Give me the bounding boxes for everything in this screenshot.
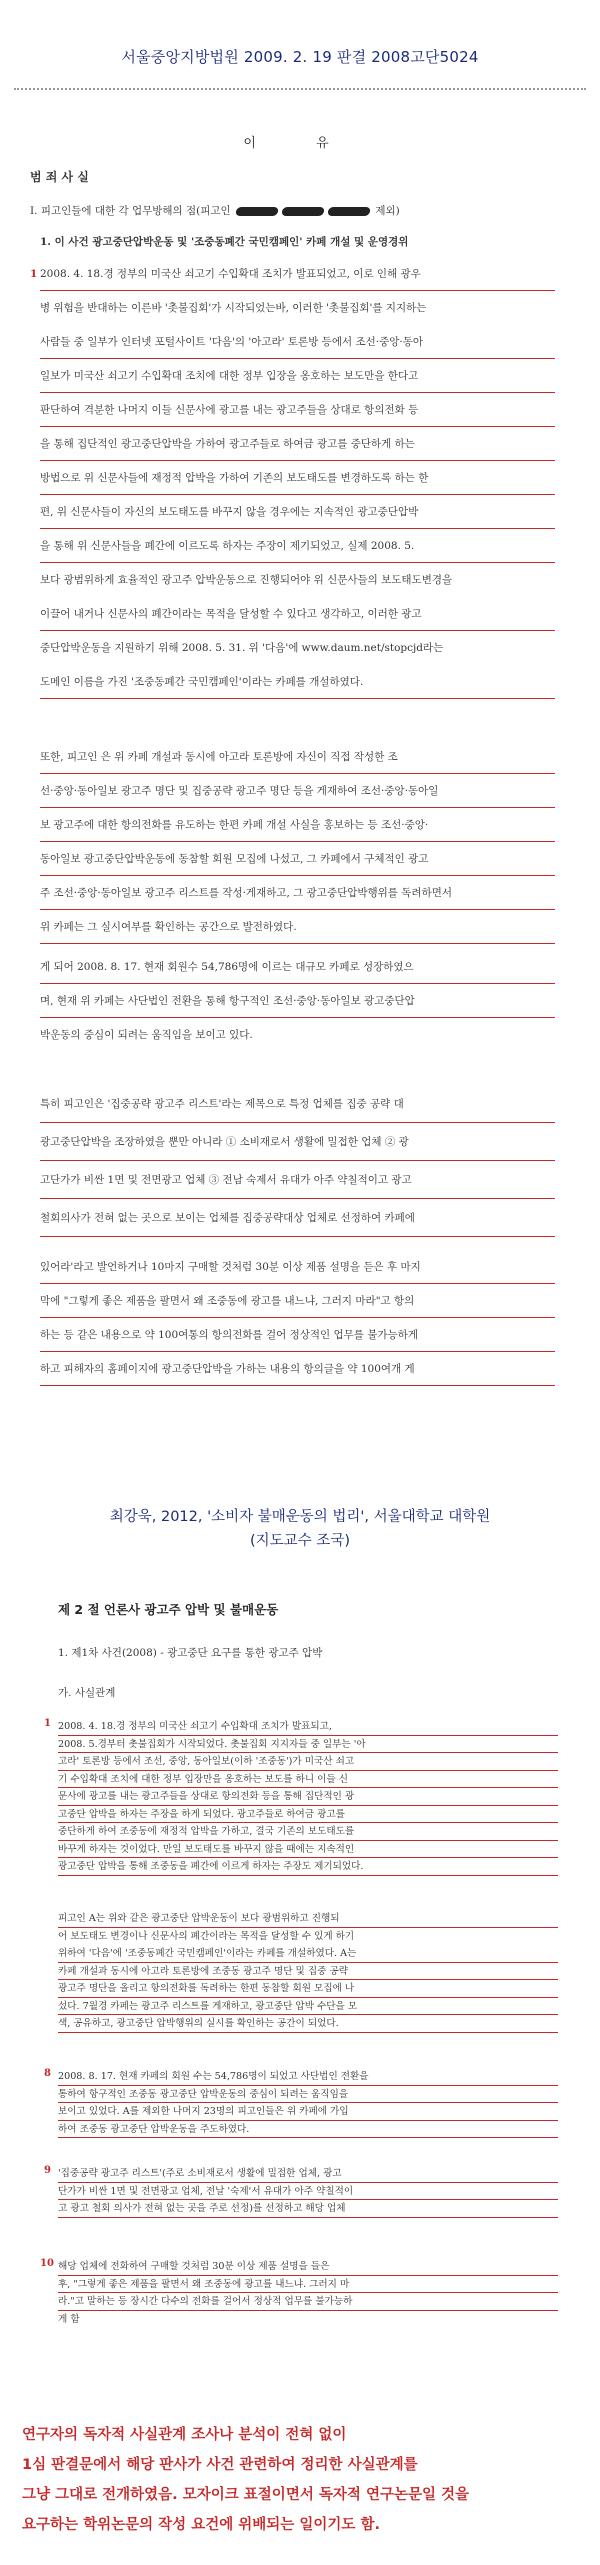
reason-heading: 이 유	[243, 136, 357, 151]
line: 후, "그렇게 좋은 제품을 팔면서 왜 조중동에 광고를 내느냐. 그러지 마	[58, 2276, 558, 2294]
line: 고단가가 비싼 1면 및 전면광고 업체 ③ 전남 숙제서 유대가 아주 약칠적이고 광고	[40, 1161, 555, 1199]
ruling-paragraph-3	[40, 950, 555, 1052]
line: 편, 위 신문사들이 자신의 보도태도를 바꾸지 않을 경우에는 지속적인 광고중단압박	[40, 495, 555, 529]
line: 있어라'라고 발언하거나 10마지 구매할 것처럼 30분 이상 제품 설명을 듣은 후 마지	[40, 1250, 555, 1284]
point-1-tail: 제외)	[375, 205, 400, 217]
marker: 8	[44, 2068, 51, 2079]
point-1-1: 1. 이 사건 광고중단압박운동 및 '조중동폐간 국민캠페인' 카페 개설 및 운영경위	[40, 236, 409, 248]
line: 도메인 이름을 가진 '조중동폐간 국민캠페인'이라는 카페를 개설하였다.	[40, 665, 555, 699]
thesis-title-line-2: (지도교수 조국)	[250, 1533, 350, 1549]
point-1-text: I. 피고인들에 대한 각 업무방해의 점(피고인	[30, 205, 231, 217]
line: 을 통해 집단적인 광고중단압박을 가하여 광고주들로 하여금 광고를 중단하게 하는	[40, 427, 555, 461]
line: 2008. 8. 17. 현재 카페의 회원 수는 54,786명이 되었고 사단법인 전환을	[58, 2068, 558, 2086]
thesis-title-line-1: 최강욱, 2012, '소비자 불매운동의 법리', 서울대학교 대학원	[109, 1509, 491, 1525]
line: 보 광고주에 대한 항의전화를 유도하는 한편 카페 개설 사실을 홍보하는 등 조선·중앙·	[40, 808, 555, 842]
line: 막에 "그렇게 좋은 제품을 팔면서 왜 조중동에 광고를 내느냐, 그러지 마라"고 항의	[40, 1284, 555, 1318]
line: 카페 개설과 동시에 아고라 토론방에 조중동 광고주 명단 및 집중 공략	[58, 1963, 558, 1981]
line: 중단압박운동을 지원하기 위해 2008. 5. 31. 위 '다음'에 www.daum.net/stopcjd라는	[40, 642, 444, 654]
ruling-paragraph-1	[30, 257, 555, 699]
line: 고중단 압박을 하자는 주장을 하게 되었다. 광고주들로 하여금 광고를	[58, 1806, 558, 1824]
marker: 9	[44, 2165, 51, 2176]
line: 문사에 광고를 내는 광고주들을 상대로 항의전화 등을 통해 집단적인 광	[58, 1788, 558, 1806]
subsection-1: 1. 제1차 사건(2008) - 광고중단 요구를 통한 광고주 압박	[58, 1647, 323, 1659]
line: 며, 현재 위 카페는 사단법인 전환을 통해 항구적인 조선·중앙·동아일보 광고중단압	[40, 984, 555, 1018]
point-1	[30, 203, 400, 218]
line: 철회의사가 전혀 없는 곳으로 보이는 업체를 집중공략대상 업체로 선정하여 카페에	[40, 1199, 555, 1237]
line: 바꾸게 하자는 것이었다. 만일 보도태도를 바꾸지 않을 때에는 지속적인	[58, 1841, 558, 1859]
line: 위 카페는 그 실시여부를 확인하는 공간으로 발전하였다.	[40, 910, 555, 944]
line: 을 통해 위 신문사들을 폐간에 이르도록 하자는 주장이 제기되었고, 실제 2008. 5.	[40, 529, 555, 563]
line: 하여 조중동 광고중단 압박운동을 주도하였다.	[58, 2121, 558, 2139]
line: 사람들 중 일부가 인터넷 포털사이트 '다음'의 '아고라' 토론방 등에서 조선·중앙·동아	[40, 325, 555, 359]
line: 위하여 '다음'에 '조중동폐간 국민캠페인'이라는 카페를 개설하였다. A는	[58, 1945, 558, 1963]
redaction-mark	[281, 207, 325, 216]
line: 피고인 A는 위와 같은 광고중단 압박운동이 보다 광범위하고 진행되	[58, 1910, 558, 1928]
line: 주 조선·중앙·동아일보 광고주 리스트를 작성·게재하고, 그 광고중단압박행위를 독려하면서	[40, 876, 555, 910]
line: 해당 업체에 전화하여 구매할 것처럼 30분 이상 제품 설명을 들은	[58, 2258, 558, 2276]
line: 라."고 말하는 등 장시간 다수의 전화를 걸어서 정상적 업무를 불가능하	[58, 2293, 558, 2311]
line: 선·중앙·동아일보 광고주 명단 및 집중공략 광고주 명단 등을 게재하여 조선·중앙·동아일	[40, 774, 555, 808]
line: 색, 공유하고, 광고중단 압박행위의 실시를 확인하는 공간이 되었다.	[58, 2015, 558, 2033]
conclusion-line: 그냥 그대로 전개하였음. 모자이크 표절이면서 독자적 연구논문일 것을	[22, 2487, 470, 2503]
line: 하는 등 같은 내용으로 약 100여통의 항의전화를 걸어 정상적인 업무를 불가능하게	[40, 1318, 555, 1352]
line: 기 수입확대 조치에 대한 정부 입장만을 옹호하는 보도를 하니 이들 신	[58, 1771, 558, 1789]
thesis-title	[0, 1505, 600, 1553]
line: 2008. 5.경부터 촛불집회가 시작되었다. 촛불집회 지지자들 중 일부는 '아	[58, 1736, 558, 1754]
line: 광고중단 압박을 통해 조중동을 폐간에 이르게 하자는 주장도 제기되었다.	[58, 1858, 558, 1876]
line: 방법으로 위 신문사들에 재정적 압박을 가하여 기존의 보도태도를 변경하도록 하는 한	[40, 461, 555, 495]
line: 또한, 피고인 은 위 카페 개설과 동시에 아고라 토론방에 자신이 직접 작성한 조	[40, 740, 555, 774]
thesis-paragraph-1	[58, 1718, 558, 1876]
marker: 1	[44, 1718, 51, 1729]
marker: 10	[40, 2258, 54, 2269]
marker: 1	[30, 268, 38, 280]
line: 어 보도태도 변경이나 신문사의 폐간이라는 목적을 달성할 수 있게 하기	[58, 1930, 355, 1942]
thesis-paragraph-3	[58, 2068, 558, 2138]
section-label: 범 죄 사 실	[30, 170, 89, 184]
conclusion-line: 1심 판결문에서 해당 판사가 사건 관련하여 정리한 사실관계를	[22, 2457, 418, 2473]
line: 단가가 비싼 1면 및 전면광고 업체, 전날 '숙제'서 유대가 아주 약칠적이	[58, 2183, 558, 2201]
line: 게 함	[58, 2313, 80, 2325]
line: 통하여 항구적인 조중동 광고중단 압박운동의 중심이 되려는 움직임을	[58, 2086, 558, 2104]
line: 2008. 4. 18.경 정부의 미국산 쇠고기 수입확대 조치가 발표되고,	[58, 1718, 558, 1736]
ruling-paragraph-4	[40, 1085, 555, 1237]
line: 동아일보 광고중단압박운동에 동참할 회원 모집에 나섰고, 그 카페에서 구체적인 광고	[40, 842, 555, 876]
chapter-heading: 제 2 절 언론사 광고주 압박 및 불매운동	[58, 1602, 279, 1617]
redaction-mark	[327, 207, 371, 216]
thesis-paragraph-2	[58, 1910, 558, 2033]
conclusion-note	[22, 2420, 582, 2540]
conclusion-line: 연구자의 독자적 사실관계 조사나 분석이 전혀 없이	[22, 2427, 347, 2443]
line: 이끌어 내거나 신문사의 폐간이라는 목적을 달성할 수 있다고 생각하고, 이러한 광고	[40, 597, 555, 631]
line: 일보가 미국산 쇠고기 수입확대 조치에 대한 정부 입장을 옹호하는 보도만을 한다고	[40, 359, 555, 393]
subsection-2: 가. 사실관계	[58, 1687, 116, 1699]
line: 섰다. 7월경 카페는 광고주 리스트를 게재하고, 광고중단 압박 수단을 모	[58, 1998, 558, 2016]
line: 보다 광범위하게 효율적인 광고주 압박운동으로 진행되어야 위 신문사들의 보도태도변경을	[40, 574, 453, 586]
line: 특히 피고인은 '집중공략 광고주 리스트'라는 제목으로 특정 업체를 집중 공략 대	[40, 1085, 555, 1123]
line: 중단하게 하여 조중동에 재정적 압박을 가하고, 결국 기존의 보도태도를	[58, 1823, 558, 1841]
line: 박운동의 중심이 되려는 움직임을 보이고 있다.	[40, 1029, 253, 1041]
ruling-title: 서울중앙지방법원 2009. 2. 19 판결 2008고단5024	[121, 48, 479, 66]
thesis-paragraph-4	[58, 2165, 558, 2218]
conclusion-line: 요구하는 학위논문의 작성 요건에 위배되는 일이기도 함.	[22, 2517, 380, 2533]
line: 광고중단압박을 조장하였을 뿐만 아니라 ① 소비재로서 생활에 밀접한 업체 ② 광	[40, 1123, 555, 1161]
line: 고라' 토론방 등에서 조선, 중앙, 동아일보(이하 '조중동')가 미국산 쇠고	[58, 1753, 558, 1771]
line: 판단하여 격분한 나머지 이들 신문사에 광고를 내는 광고주들을 상대로 항의전화 등	[40, 393, 555, 427]
divider	[14, 88, 586, 90]
line: 게 되어 2008. 8. 17. 현재 회원수 54,786명에 이르는 대규모 카페로 성장하였으	[40, 950, 555, 984]
line: 보이고 있었다. A를 제외한 나머지 23명의 피고인들은 위 카페에 가입	[58, 2103, 558, 2121]
ruling-paragraph-5	[40, 1250, 555, 1386]
line: 병 위험을 반대하는 이른바 '촛불집회'가 시작되었는바, 이러한 '촛불집회'를 지지하는	[40, 302, 427, 314]
ruling-paragraph-2	[40, 740, 555, 944]
line: 하고 피해자의 홈페이지에 광고중단압박을 가하는 내용의 항의글을 약 100여개 게	[40, 1352, 555, 1386]
line: '집중공략 광고주 리스트'(주로 소비재로서 생활에 밀접한 업체, 광고	[58, 2165, 558, 2183]
redaction-mark	[235, 207, 279, 216]
line: 고 광고 철회 의사가 전혀 없는 곳을 주로 선정)를 선정하고 해당 업체	[58, 2200, 558, 2218]
line: 2008. 4. 18.경 정부의 미국산 쇠고기 수입확대 조치가 발표되었고, 이로 인해 광우	[40, 257, 555, 291]
thesis-paragraph-5	[58, 2258, 558, 2328]
line: 광고주 명단을 올리고 항의전화를 독려하는 한편 동참할 회원 모집에 나	[58, 1980, 558, 1998]
